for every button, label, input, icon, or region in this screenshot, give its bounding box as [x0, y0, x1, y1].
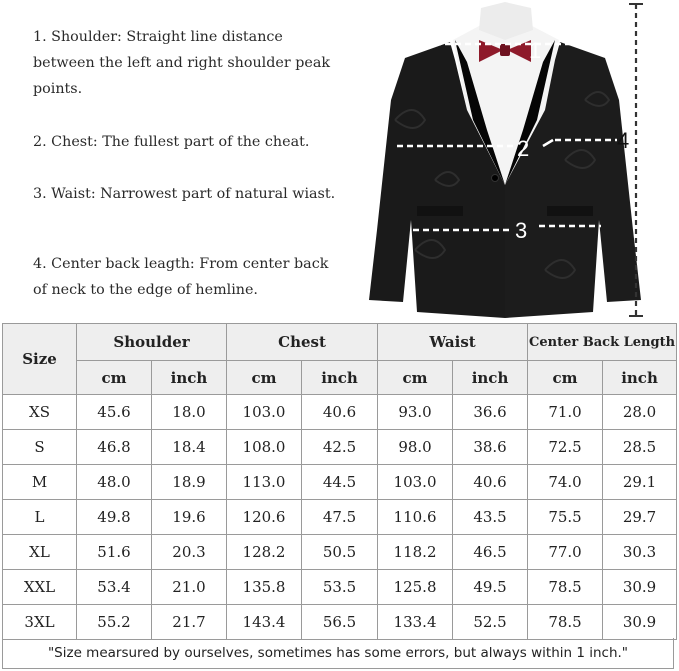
value-cell: 71.0: [528, 395, 603, 430]
size-table-container: [2, 323, 676, 640]
right-pocket-flap: [547, 206, 593, 216]
value-cell: 21.0: [152, 570, 227, 605]
value-cell: 42.5: [302, 430, 378, 465]
value-cell: 135.8: [227, 570, 302, 605]
value-cell: 74.0: [528, 465, 603, 500]
value-cell: 125.8: [378, 570, 453, 605]
unit-inch: inch: [152, 361, 227, 395]
header-shoulder: Shoulder: [77, 324, 227, 361]
table-row: [3, 605, 677, 640]
header-size: Size: [3, 324, 77, 395]
unit-inch: inch: [302, 361, 378, 395]
value-cell: 108.0: [227, 430, 302, 465]
table-row: [3, 430, 677, 465]
value-cell: 18.0: [152, 395, 227, 430]
unit-inch: inch: [453, 361, 528, 395]
value-cell: 36.6: [453, 395, 528, 430]
value-cell: 113.0: [227, 465, 302, 500]
value-cell: 53.4: [77, 570, 152, 605]
size-cell: 3XL: [3, 605, 77, 640]
value-cell: 78.5: [528, 605, 603, 640]
unit-cm: cm: [528, 361, 603, 395]
label-4: 4: [617, 128, 630, 153]
value-cell: 45.6: [77, 395, 152, 430]
value-cell: 75.5: [528, 500, 603, 535]
value-cell: 53.5: [302, 570, 378, 605]
definition-center-back-length: 4. Center back leagth: From center back of neck to the edge of hemline.: [33, 256, 329, 298]
value-cell: 72.5: [528, 430, 603, 465]
value-cell: 30.9: [603, 605, 677, 640]
value-cell: 120.6: [227, 500, 302, 535]
unit-cm: cm: [378, 361, 453, 395]
value-cell: 30.3: [603, 535, 677, 570]
jacket-illustration: [355, 0, 655, 322]
table-row: [3, 465, 677, 500]
value-cell: 78.5: [528, 570, 603, 605]
header-chest: Chest: [227, 324, 378, 361]
size-cell: XS: [3, 395, 77, 430]
value-cell: 38.6: [453, 430, 528, 465]
size-cell: XL: [3, 535, 77, 570]
table-row: [3, 500, 677, 535]
value-cell: 93.0: [378, 395, 453, 430]
size-cell: XXL: [3, 570, 77, 605]
value-cell: 55.2: [77, 605, 152, 640]
table-row: [3, 570, 677, 605]
size-cell: S: [3, 430, 77, 465]
value-cell: 49.8: [77, 500, 152, 535]
label-1: 1: [529, 38, 542, 63]
value-cell: 47.5: [302, 500, 378, 535]
value-cell: 40.6: [453, 465, 528, 500]
value-cell: 18.9: [152, 465, 227, 500]
value-cell: 46.5: [453, 535, 528, 570]
table-header-row-units: [3, 361, 677, 395]
size-cell: M: [3, 465, 77, 500]
value-cell: 118.2: [378, 535, 453, 570]
value-cell: 43.5: [453, 500, 528, 535]
value-cell: 28.0: [603, 395, 677, 430]
label-3: 3: [515, 218, 528, 243]
definition-shoulder: 1. Shoulder: Straight line distance between the left and right shoulder peak points.: [33, 29, 331, 97]
label-2: 2: [517, 136, 530, 161]
table-row: [3, 535, 677, 570]
value-cell: 103.0: [227, 395, 302, 430]
header-waist: Waist: [378, 324, 528, 361]
value-cell: 29.7: [603, 500, 677, 535]
unit-cm: cm: [77, 361, 152, 395]
value-cell: 77.0: [528, 535, 603, 570]
value-cell: 44.5: [302, 465, 378, 500]
value-cell: 56.5: [302, 605, 378, 640]
value-cell: 21.7: [152, 605, 227, 640]
header-center-back-length: Center Back Length: [528, 324, 677, 361]
value-cell: 50.5: [302, 535, 378, 570]
value-cell: 19.6: [152, 500, 227, 535]
jacket-button: [492, 175, 499, 182]
size-table: [2, 323, 677, 640]
value-cell: 28.5: [603, 430, 677, 465]
value-cell: 18.4: [152, 430, 227, 465]
unit-inch: inch: [603, 361, 677, 395]
value-cell: 128.2: [227, 535, 302, 570]
table-row: [3, 395, 677, 430]
definition-waist: 3. Waist: Narrowest part of natural wiast.: [33, 186, 336, 202]
value-cell: 98.0: [378, 430, 453, 465]
value-cell: 110.6: [378, 500, 453, 535]
value-cell: 51.6: [77, 535, 152, 570]
value-cell: 103.0: [378, 465, 453, 500]
value-cell: 133.4: [378, 605, 453, 640]
value-cell: 48.0: [77, 465, 152, 500]
value-cell: 49.5: [453, 570, 528, 605]
value-cell: 20.3: [152, 535, 227, 570]
size-cell: L: [3, 500, 77, 535]
size-guide-header: [0, 0, 679, 322]
value-cell: 46.8: [77, 430, 152, 465]
value-cell: 29.1: [603, 465, 677, 500]
value-cell: 40.6: [302, 395, 378, 430]
value-cell: 30.9: [603, 570, 677, 605]
unit-cm: cm: [227, 361, 302, 395]
definition-chest: 2. Chest: The fullest part of the cheat.: [33, 134, 310, 150]
table-header-row-groups: [3, 324, 677, 361]
value-cell: 143.4: [227, 605, 302, 640]
value-cell: 52.5: [453, 605, 528, 640]
measurement-note: "Size mearsured by ourselves, sometimes has some errors, but always within 1 inch.": [2, 638, 674, 669]
left-pocket-flap: [417, 206, 463, 216]
